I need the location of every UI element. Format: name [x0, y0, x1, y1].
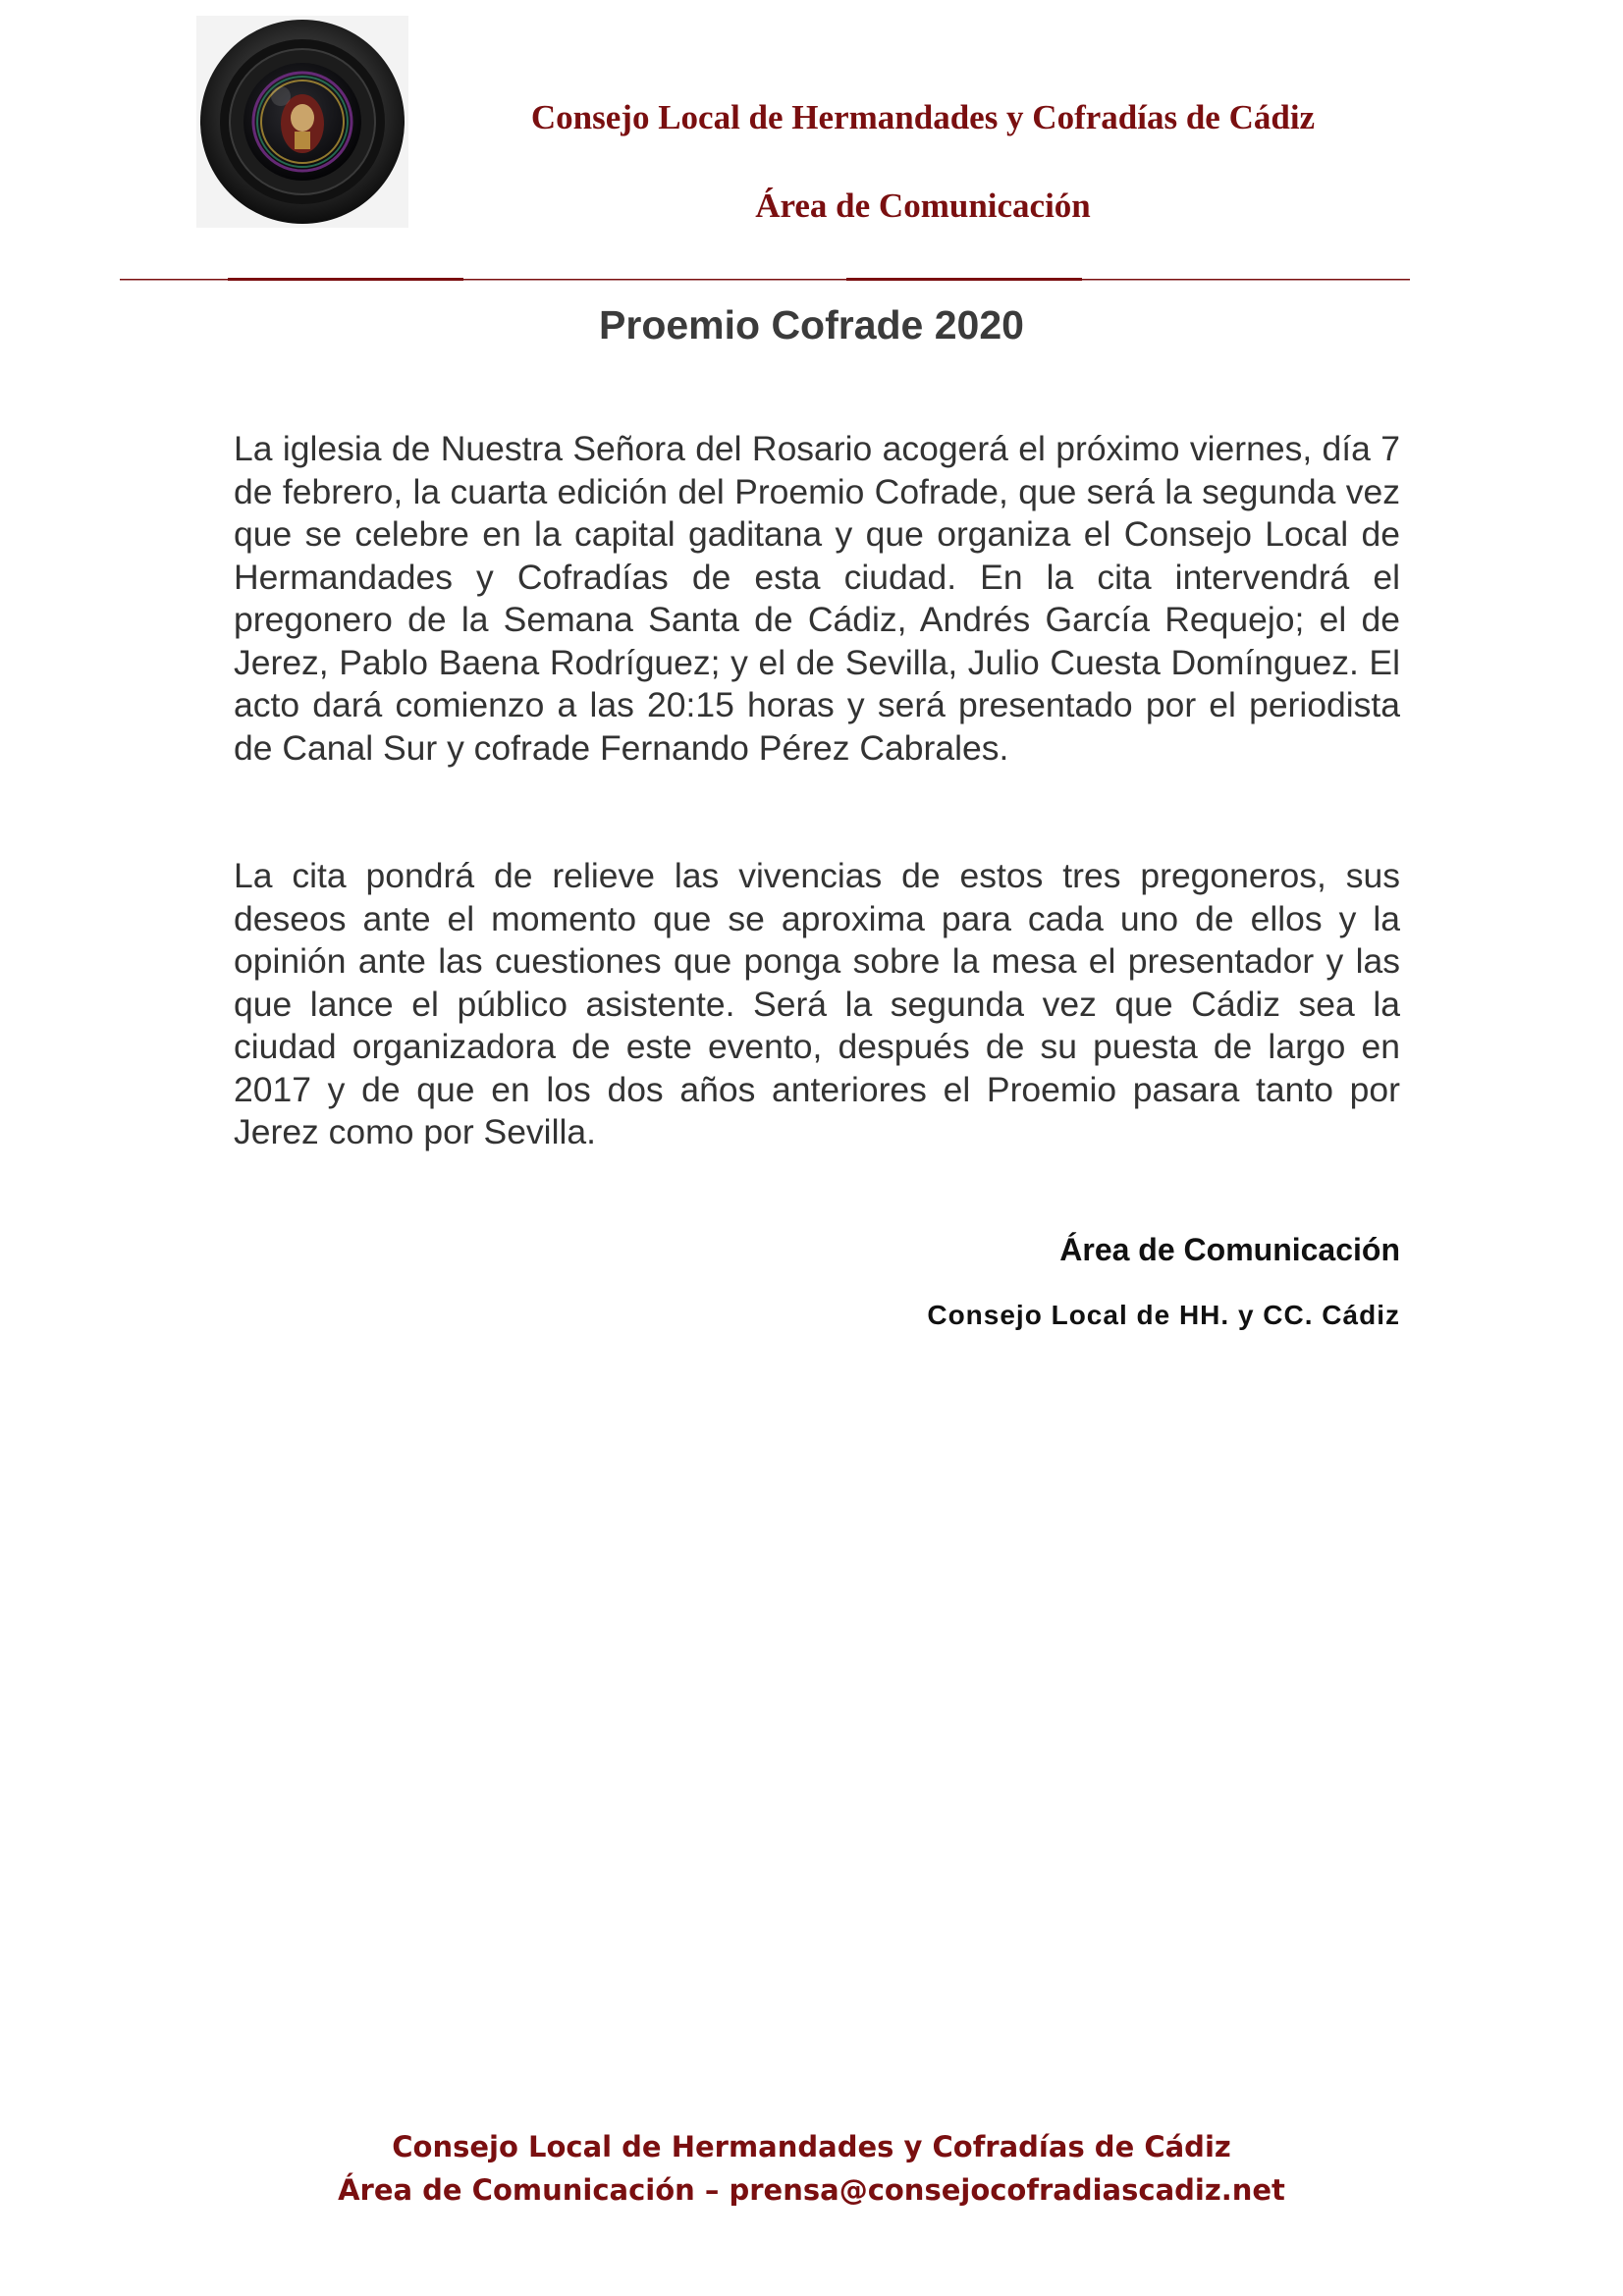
- document-title: Proemio Cofrade 2020: [599, 302, 1024, 347]
- header-divider: [120, 269, 1410, 273]
- footer-org-name: Consejo Local de Hermandades y Cofradías de Cádiz: [392, 2130, 1231, 2163]
- signature-organization: Consejo Local de HH. y CC. Cádiz: [927, 1300, 1400, 1330]
- org-title: Consejo Local de Hermandades y Cofradías de Cádiz: [530, 98, 1316, 136]
- footer-contact: Área de Comunicación – prensa@consejocofradiascadiz.net: [338, 2173, 1285, 2207]
- camera-lens-logo-icon: [196, 16, 408, 228]
- area-title: Área de Comunicación: [755, 187, 1091, 225]
- signature-area: Área de Comunicación: [1059, 1232, 1400, 1267]
- body-paragraph-2: La cita pondrá de relieve las vivencias de estos tres pregoneros, sus deseos ante el momento que se aproxima para cada uno de ellos y la opinión ante las cuestiones que ponga sobre la mesa el presentador y las que lance el público asistente. Será la segunda vez que Cádiz sea la ciudad organizadora de este evento, después de su puesta de largo en 2017 y de que en los dos años anteriores el Proemio pasara tanto por Jerez como por Sevilla.: [234, 856, 1400, 1151]
- body-paragraph-1: La iglesia de Nuestra Señora del Rosario acogerá el próximo viernes, día 7 de febrero, la cuarta edición del Proemio Cofrade, que será la segunda vez que se celebre en la capital gaditana y que organiza el Consejo Local de Hermandades y Cofradías de esta ciudad. En la cita intervendrá el pregonero de la Semana Santa de Cádiz, Andrés García Requejo; el de Jerez, Pablo Baena Rodríguez; y el de Sevilla, Julio Cuesta Domínguez. El acto dará comienzo a las 20:15 horas y será presentado por el periodista de Canal Sur y cofrade Fernando Pérez Cabrales.: [234, 429, 1400, 768]
